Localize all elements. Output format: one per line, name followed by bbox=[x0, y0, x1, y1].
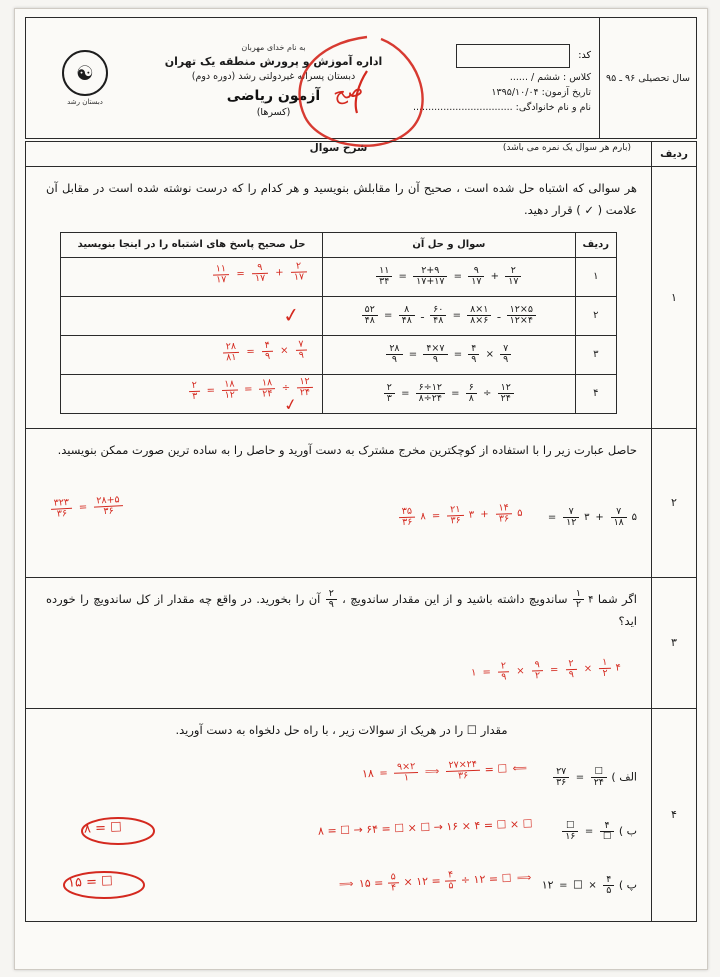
q1-r1-answer-cell bbox=[61, 257, 323, 296]
q1-r2-answer-cell bbox=[61, 296, 323, 335]
q1-r4-printed: ۱۲ ۲۴ ÷ ۶ ۸ = ۱۲÷۶ ۲۴÷۸ = ۲ ۳ bbox=[322, 374, 575, 413]
table-row bbox=[61, 374, 617, 413]
exam-title: آزمون ریاضی bbox=[226, 87, 321, 104]
ink-q1-r3: ۷ ۹ × ۴ ۹ = ۲۸ ۸۱ bbox=[222, 339, 308, 363]
questions-table bbox=[25, 141, 697, 922]
q1-r1-no: ۱ bbox=[575, 257, 616, 296]
q3-inline-frac: ۲ ۹ bbox=[326, 589, 337, 610]
q3-number: ۳ bbox=[651, 578, 696, 708]
q1-r4-answer-cell bbox=[61, 374, 323, 413]
school-logo-caption: دبستان رشد bbox=[67, 98, 103, 106]
field-class: کلاس : ششم / ...... bbox=[509, 71, 591, 83]
q4-item-c: پ ) ۴ ۵ × ☐ = ۱۲ bbox=[541, 873, 637, 896]
org-line-2: دبستان پسرانه غیردولتی رشد (دوره دوم) bbox=[191, 70, 356, 82]
q1-r3-no: ۳ bbox=[575, 335, 616, 374]
q1-number: ۱ bbox=[651, 167, 696, 428]
q3-text-b: ساندویچ داشته باشید و از این مقدار ساندویچ ، bbox=[337, 591, 568, 606]
q1-r1-printed: ۲ ۱۷ + ۹ ۱۷ = ۲+۹ ۱۷+۱۷ = ۱۱ ۳۴ bbox=[322, 257, 575, 296]
q4-number: ۴ bbox=[651, 709, 696, 921]
table-row bbox=[61, 335, 617, 374]
ink-q4-c-work: ⟹ ☐ = ۱۲ ÷ ۴ ۵ = ۱۲ × ۵ ۴ = ۱۵ ⟹ bbox=[338, 869, 532, 894]
q1-r2-no: ۲ bbox=[575, 296, 616, 335]
exam-header bbox=[25, 17, 697, 139]
q1-r4-no: ۴ bbox=[575, 374, 616, 413]
school-logo bbox=[26, 18, 144, 138]
q1-text: هر سوالی که اشتباه حل شده است ، صحیح آن را مقابلش بنویسید و هر کدام را که درست نوشته شده است در مقابل آن علامت ( ✓ ) قرار دهید. bbox=[46, 181, 637, 218]
ink-q4-b-answer: ☐ = ۸ bbox=[83, 820, 123, 837]
th-description: شرح سوال bbox=[309, 142, 368, 154]
code-input-box[interactable] bbox=[456, 44, 570, 68]
table-header-row bbox=[26, 142, 696, 167]
ink-q1-r1: ۲ ۱۷ + ۹ ۱۷ = ۱۱ ۱۷ bbox=[211, 261, 308, 285]
school-logo-icon: ☯ bbox=[62, 50, 108, 96]
paper-sheet bbox=[14, 8, 708, 970]
ink-q2-side-work: ۲۸+۵ ۳۶ = ۳۲۳ ۳۶ bbox=[50, 495, 125, 520]
q1-inner-table bbox=[60, 232, 617, 414]
q3-body bbox=[26, 578, 651, 708]
q2-printed-expression: ۵ ۷ ۱۸ + ۳ ۷ ۱۲ = bbox=[547, 505, 637, 528]
q3-text bbox=[36, 584, 641, 633]
th-description-cell bbox=[26, 142, 651, 166]
ink-q4-b-work: ☐ × ☐ = ۴ × ۱۶ → ☐ × ☐ = ۶۴ → ☐ = ۸ bbox=[318, 817, 534, 838]
code-label: کد: bbox=[578, 50, 591, 61]
q1-r3-answer-cell bbox=[61, 335, 323, 374]
ink-q1-r2-check: ✓ bbox=[281, 301, 302, 328]
code-field-row bbox=[411, 44, 591, 68]
table-row bbox=[61, 257, 617, 296]
q1-r2-printed: ۵×۱۲ ۴×۱۲ ـ ۱×۸ ۶×۸ = ۶۰ ۴۸ ـ ۸ ۴۸ = ۵۲ ۴۸ bbox=[322, 296, 575, 335]
q4-a-label: الف ) bbox=[611, 770, 637, 784]
ink-big-scribble: صح bbox=[330, 76, 366, 106]
question-row-3 bbox=[26, 578, 696, 709]
q2-body bbox=[26, 429, 651, 577]
ink-q3-work: ۴ ۱ ۲ × ۲ ۹ = ۹ ۲ × ۲ ۹ = ۱ bbox=[470, 656, 622, 683]
q1-inner-header-row bbox=[61, 232, 617, 257]
q1-th-answer: حل صحیح پاسخ های اشتباه را در اینجا بنویسید bbox=[61, 232, 323, 257]
question-row-1 bbox=[26, 167, 696, 429]
th-note: (بارم هر سوال یک نمره می باشد) bbox=[502, 143, 631, 153]
question-row-4 bbox=[26, 709, 696, 922]
q4-b-label: ب ) bbox=[618, 824, 637, 838]
q1-th-no: ردیف bbox=[575, 232, 616, 257]
org-line-1: اداره آموزش و پرورش منطقه یک تهران bbox=[164, 54, 383, 68]
ink-q4-a-work: ⟸ ☐ = ۲۴×۲۷ ۳۶ ⟹ ۲×۹ ۱ = ۱۸ bbox=[361, 758, 528, 784]
q4-text: مقدار ☐ را در هریک از سوالات زیر ، با راه حل دلخواه به دست آورید. bbox=[175, 722, 508, 737]
header-fields bbox=[403, 18, 599, 138]
q4-body bbox=[26, 709, 651, 921]
q4-item-b: ب ) ۴ ☐ = ☐ ۱۶ bbox=[561, 821, 637, 842]
field-date: تاریخ آزمون: ۱۳۹۵/۱۰/۰۴ bbox=[491, 86, 591, 98]
q4-c-label: پ ) bbox=[618, 878, 637, 892]
q2-number: ۲ bbox=[651, 429, 696, 577]
q1-th-question: سوال و حل آن bbox=[322, 232, 575, 257]
exam-subtitle: (کسرها) bbox=[256, 106, 291, 118]
table-row bbox=[61, 296, 617, 335]
q2-text: حاصل عبارت زیر را با استفاده از کوچکترین مخرج مشترک به دست آورید و حاصل را به ساده ترین صورت ممکن بنویسید. bbox=[57, 442, 637, 457]
q1-r3-printed: ۷ ۹ × ۴ ۹ = ۷×۴ ۹ = ۲۸ ۹ bbox=[322, 335, 575, 374]
q1-body bbox=[26, 167, 651, 428]
th-row-no: ردیف bbox=[651, 142, 696, 166]
q3-text-a: اگر شما bbox=[593, 591, 637, 606]
field-student-name: نام و نام خانوادگی: ................................. bbox=[413, 101, 591, 113]
question-row-2 bbox=[26, 429, 696, 578]
ink-q1-r4: ۱۲ ۲۴ ÷ ۱۸ ۲۴ = ۱۸ ۱۲ = ۲ ۳ bbox=[188, 377, 315, 402]
academic-year: سال تحصیلی ۹۶ ـ ۹۵ bbox=[599, 18, 696, 138]
ink-q4-c-answer: ☐ = ۱۵ bbox=[67, 874, 114, 891]
header-center bbox=[144, 18, 403, 138]
q3-inline-mixed: ۴ ۱ ۲ bbox=[572, 589, 594, 610]
ink-q2-work: ۵ ۱۴ ۳۶ + ۳ ۲۱ ۳۶ = ۸ ۳۵ ۳۶ bbox=[398, 503, 523, 528]
ink-q1-r4-check: ✓ bbox=[282, 393, 300, 415]
bismillah-text: به نام خدای مهربان bbox=[241, 42, 306, 52]
q3-text-c: آن را بخورید. در واقع چه مقدار از کل ساندویچ را خورده اید؟ bbox=[46, 591, 637, 629]
q4-item-a: الف ) ☐ ۲۴ = ۲۷ ۳۶ bbox=[552, 767, 637, 788]
